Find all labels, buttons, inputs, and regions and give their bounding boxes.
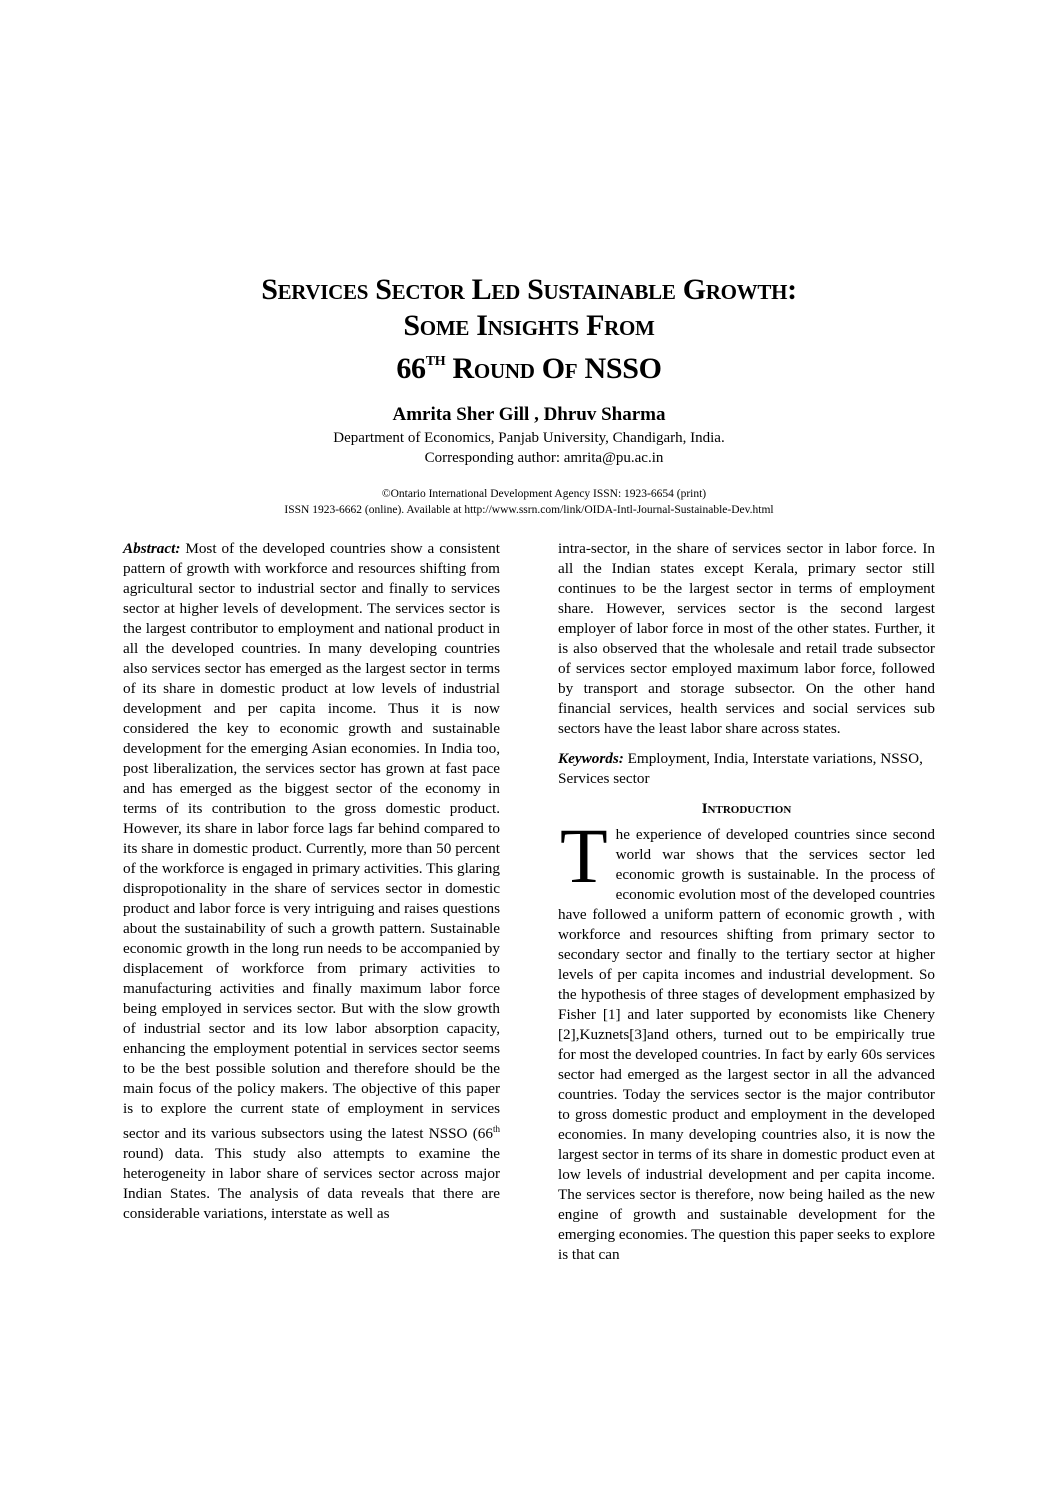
abstract-continued: intra-sector, in the share of services sector in labor force. In all the Indian states except Kerala, primary sector still continues to be the largest sector in terms of employment share. However, services sector is the second largest employer of labor force in most of the other states. Further, it is also observed that the wholesale and retail trade subsector of services sector employed maximum labor force, followed by transport and storage subsector. On the other hand financial services, health services and social services sub sectors have the least labor share across states. — [558, 540, 935, 737]
abstract — [123, 539, 500, 1224]
right-column — [558, 539, 935, 1265]
abstract-text-2: round) data. This study also attempts to examine the heterogeneity in labor share of services sector across major Indian States. The analysis of data reveals that there are considerable variations, interstate as well as — [123, 1145, 500, 1223]
abstract-label: Abstract: — [123, 540, 181, 557]
abstract-text-1: Most of the developed countries show a consistent pattern of growth with workforce and resources shifting from agricultural sector to industrial sector and finally to services sector at higher levels of development. The services sector is the largest contributor to employment and national product in all the developed countries. In many developing countries also services sector has emerged as the largest sector in terms of its share in domestic product at low levels of industrial development and per capita income. Thus it is now considered the key to economic growth and sustainable development for the emerging Asian economies. In India too, post liberalization, the services sector has grown at fast pace and has emerged as the biggest sector of the economy in terms of its contribution to the gross domestic product. However, its share in labor force lags far behind compared to its share in domestic product. Currently, more than 50 percent of the workforce is engaged in primary activities. This glaring dispropotionality in the share of services sector in domestic product and labor force is very intriguing and raises questions about the sustainability of such a growth pattern. Sustainable economic growth in the long run needs to be accompanied by displacement of workforce from primary activities to manufacturing activities and finally maximum labor force being employed in services sector. But with the slow growth of industrial sector and its low labor absorption capacity, enhancing the employment potential in services sector seems to be the best possible solution and therefore should be the main focus of the policy makers. The objective of this paper is to explore the current state of employment in services sector and its various subsectors using the latest NSSO (66 — [123, 540, 500, 1143]
corresponding-author: Corresponding author: amrita@pu.ac.in — [424, 450, 664, 466]
issn-block — [0, 486, 1058, 518]
title-line-2: Some Insights From — [403, 309, 655, 342]
affiliation: Department of Economics, Panjab University, Chandigarh, India. — [333, 430, 725, 446]
title-line-1: Services Sector Led Sustainable Growth: — [261, 273, 797, 306]
keywords-label: Keywords: — [558, 750, 624, 767]
issn-online: ISSN 1923-6662 (online). Available at http://www.ssrn.com/link/OIDA-Intl-Journal-Sustainable-Dev.html — [284, 504, 774, 516]
title-rest: Round Of NSSO — [445, 352, 662, 385]
section-heading-introduction: Introduction — [701, 801, 792, 817]
left-column — [123, 539, 500, 1224]
introduction-body: he experience of developed countries since second world war shows that the services sector led economic growth is sustainable. In the process of economic evolution most of the developed countries have followed a uniform pattern of economic growth , with workforce and resources shifting from primary sector to secondary sector and finally to the tertiary sector at higher levels of per capita incomes and industrial development. So the hypothesis of three stages of development emphasized by Fisher [1] and later supported by economists like Chenery [2],Kuznets[3]and others, turned out to be empirically true for most the developed countries. In fact by early 60s services sector had emerged as the largest sector in all the advanced countries. Today the services sector is the major contributor to gross domestic product and employment in the developed economies. In many developing countries also, it is now the largest sector in terms of its share in domestic product even at low levels of industrial development and per capita income. The services sector is therefore, now being hailed as the new engine of growth and sustainable development for the emerging economies. The question this paper seeks to explore is that can — [558, 826, 935, 1263]
paper-title — [0, 272, 1058, 387]
abstract-sup: th — [492, 1124, 500, 1134]
title-number: 66 — [396, 352, 426, 385]
issn-print: ©Ontario International Development Agency ISSN: 1923-6654 (print) — [381, 488, 707, 500]
introduction-text — [558, 812, 935, 1265]
authors: Amrita Sher Gill , Dhruv Sharma — [392, 404, 666, 425]
keywords-text: Employment, India, Interstate variations, NSSO, Services sector — [558, 750, 923, 787]
affiliation-block — [0, 428, 1058, 468]
title-line-3 — [0, 344, 1058, 387]
keywords — [558, 749, 935, 789]
drop-cap: T — [560, 812, 608, 899]
title-superscript: TH — [425, 354, 446, 369]
